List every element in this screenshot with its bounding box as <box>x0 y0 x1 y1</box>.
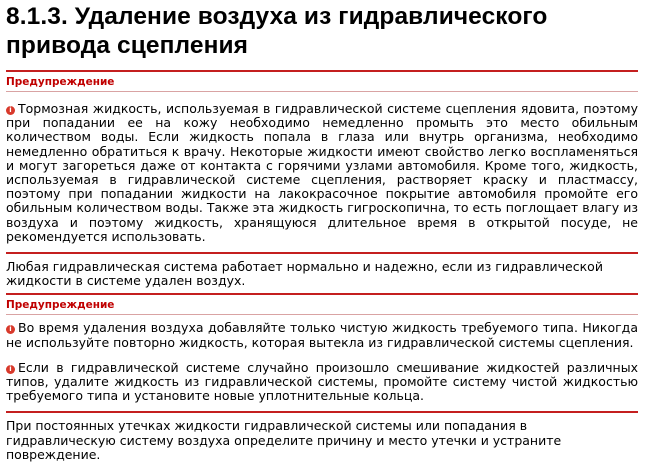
warning-heading: Предупреждение <box>6 299 115 312</box>
body-paragraph: Любая гидравлическая система работает нормально и надежно, если из гидравлической жидкости в системе удален воздух. <box>6 259 603 289</box>
warning-circle-icon: i <box>6 106 15 115</box>
warning-item <box>6 361 638 404</box>
warning-text: Тормозная жидкость, используемая в гидравлической системе сцепления ядовита, поэтому при попадании ее на кожу необходимо немедленно промыть это место обильным количеством воды. Если жидкость попала в глаза или внутрь организма, необходимо немедленно обратиться к врачу. Некоторые жидкости имеют свойство легко воспламеняться и могут загореться даже от контакта с горячими узлами автомобиля. Кроме того, жидкость, используемая в гидравлической системе сцепления, растворяет краску и пластмассу, поэтому при попадании жидкости на лакокрасочное покрытие автомобиля промойте его обильным количеством воды. Также эта жидкость гигроскопична, то есть поглощает влагу из воздуха и поэтому жидкость, хранящуюся длительное время в открытой посуде, не рекомендуется использовать. <box>6 101 638 244</box>
warning-item-text: Во время удаления воздуха добавляйте только чистую жидкость требуемого типа. Никогда не используйте повторно жидкость, которая вытекла из гидравлической системы сцепления. <box>6 320 638 350</box>
warning-circle-icon: i <box>6 325 15 334</box>
warning-heading: Предупреждение <box>6 76 115 88</box>
warning-item-text: Если в гидравлической системе случайно произошло смешивание жидкостей различных типов, удалите жидкость из гидравлической системы, промойте систему чистой жидкостью требуемого типа и установите новые уплотнительные кольца. <box>6 359 638 404</box>
warning-block-1 <box>6 72 638 252</box>
warning-paragraph <box>6 102 638 244</box>
page-title: 8.1.3. Удаление воздуха из гидравлического привода сцепления <box>6 3 548 59</box>
warning-circle-icon: i <box>6 365 15 374</box>
warning-block-2 <box>6 295 638 411</box>
body-paragraph: При постоянных утечках жидкости гидравлической системы или попадания в гидравлическую систему воздуха определите причину и место утечки и устраните повреждение. <box>6 418 562 462</box>
warning-item <box>6 321 638 349</box>
